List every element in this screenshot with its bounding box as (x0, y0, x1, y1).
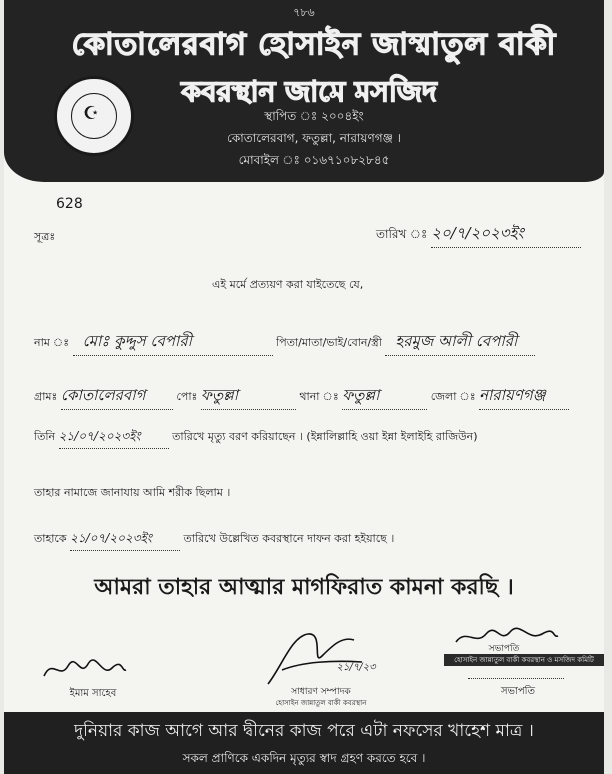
relation-label: পিতা/মাতা/ভাই/বোন/স্ত্রী (276, 336, 382, 349)
post-label: পোঃ (176, 390, 198, 403)
secretary-signature (262, 626, 372, 690)
name-value: মোঃ কুদ্দুস বেপারী (73, 330, 273, 356)
relation-value: হরমুজ আলী বেপারী (385, 330, 535, 356)
footer-banner (4, 712, 604, 774)
name-label: নাম ঃ (34, 336, 70, 349)
footer-verse: সকল প্রাণিকে একদিন মৃত্যুর স্বাদ গ্রহণ করতে হবে । (182, 751, 426, 765)
organization-seal (54, 76, 134, 156)
death-prefix: তিনি (34, 430, 56, 443)
top-number: ৭৮৬ (293, 6, 315, 19)
imam-title: ইমাম সাহেব (69, 688, 117, 699)
prayer-text: আমরা তাহার আত্মার মাগফিরাত কামনা করছি । (94, 575, 514, 600)
thana-label: থানা ঃ (299, 390, 339, 403)
death-date-value: ২১/০৭/২০২৩ইং (59, 428, 169, 449)
president-stamp: সভাপতি (488, 644, 520, 654)
organization-title: কোতালেরবাগ হোসাইন জাম্মাতুল বাকী (71, 27, 557, 62)
address-text: কোতালেরবাগ, ফতুল্লা, নারায়ণগঞ্জ । (227, 131, 401, 145)
village-value: কোতালেরবাগ (61, 384, 173, 410)
president-stamp-org: হোসাইন জান্নাতুল বাকী কবরস্থান ও মসজিদ কমিটি (444, 654, 604, 666)
burial-prefix: তাহাকে (34, 532, 67, 545)
burial-date-value: ২১/০৭/২০২৩ইং (70, 530, 180, 551)
death-suffix: তারিখে মৃত্যু বরণ করিয়াছেন । (ইন্নালিল্লাহি ওয়া ইন্না ইলাইহি রাজিউন) (172, 430, 478, 443)
thana-value: ফতুল্লা (342, 384, 427, 410)
death-row (34, 428, 478, 449)
secretary-stamp: সাধারণ সম্পাদক (291, 687, 351, 697)
mobile-text: মোবাইল ঃ ০১৬৭১০৮২৮৪৫ (238, 153, 390, 167)
organization-subtitle: কবরস্থান জামে মসজিদ (181, 75, 437, 108)
serial-number: 628 (56, 196, 83, 212)
president-sign-line (468, 678, 564, 679)
mosque-icon: ☪ (83, 103, 100, 124)
address-row (34, 384, 569, 410)
footer-quote: দুনিয়ার কাজ আগে আর দ্বীনের কাজ পরে এটা নফসের খাহেশ মাত্র । (74, 721, 534, 741)
certificate-page (4, 0, 604, 774)
janaza-text: তাহার নামাজে জানাযায় আমি শরীক ছিলাম । (34, 486, 231, 499)
name-row (34, 330, 535, 356)
date-label: তারিখ ঃ (376, 227, 428, 241)
established-text: স্থাপিত ঃ ২০০৪ইং (264, 109, 364, 123)
reference-label: সূত্রঃ (34, 230, 56, 243)
date-field (376, 222, 581, 248)
post-value: ফতুল্লা (201, 384, 296, 410)
date-value: ২০/৭/২০২৩ইং (431, 222, 581, 248)
secretary-sign-date: ২১/৭/২৩ (336, 662, 376, 673)
letterhead (4, 0, 604, 182)
secretary-stamp-org: হোসাইন জান্নাতুল বাকী কবরস্থান (275, 699, 367, 707)
imam-signature (40, 652, 130, 686)
district-label: জেলা ঃ (430, 390, 476, 403)
village-label: গ্রামঃ (34, 390, 58, 403)
intro-text: এই মর্মে প্রত্যয়ণ করা যাইতেছে যে, (212, 278, 364, 291)
president-title: সভাপতি (500, 686, 536, 697)
burial-row (34, 530, 394, 551)
burial-suffix: তারিখে উল্লেখিত কবরস্থানে দাফন করা হইয়াছে । (183, 532, 395, 545)
district-value: নারায়ণগঞ্জ (479, 384, 569, 410)
